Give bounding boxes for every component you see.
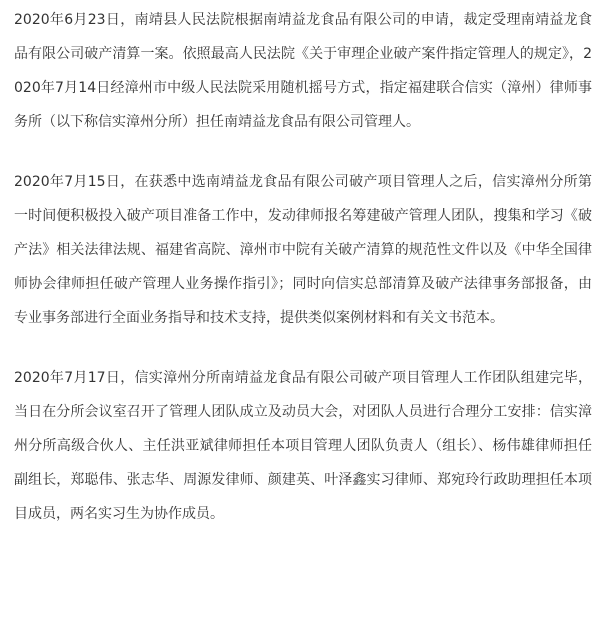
paragraph-appointment: 2020年6月23日，南靖县人民法院根据南靖益龙食品有限公司的申请，裁定受理南靖益龙食品有限公司破产清算一案。依照最高人民法院《关于审理企业破产案件指定管理人的规定》，2020年7月14日经漳州市中级人民法院采用随机摇号方式，指定福建联合信实（漳州）律师事务所（以下称信实漳州分所）担任南靖益龙食品有限公司管理人。	[14, 12, 592, 130]
paragraph-team-formation: 2020年7月17日，信实漳州分所南靖益龙食品有限公司破产项目管理人工作团队组建完毕，当日在分所会议室召开了管理人团队成立及动员大会，对团队人员进行合理分工安排：信实漳州分所高级合伙人、主任洪亚斌律师担任本项目管理人团队负责人（组长）、杨伟雄律师担任副组长，郑聪伟、张志华、周源发律师、颜建英、叶泽鑫实习律师、郑宛玲行政助理担任本项目成员，两名实习生为协作成员。	[14, 370, 592, 522]
paragraph-preparation: 2020年7月15日，在获悉中选南靖益龙食品有限公司破产项目管理人之后，信实漳州分所第一时间便积极投入破产项目准备工作中，发动律师报名筹建破产管理人团队，搜集和学习《破产法》相关法律法规、福建省高院、漳州市中院有关破产清算的规范性文件以及《中华全国律师协会律师担任破产管理人业务操作指引》；同时向信实总部清算及破产法律事务部报备，由专业事务部进行全面业务指导和技术支持，提供类似案例材料和有关文书范本。	[14, 174, 592, 326]
